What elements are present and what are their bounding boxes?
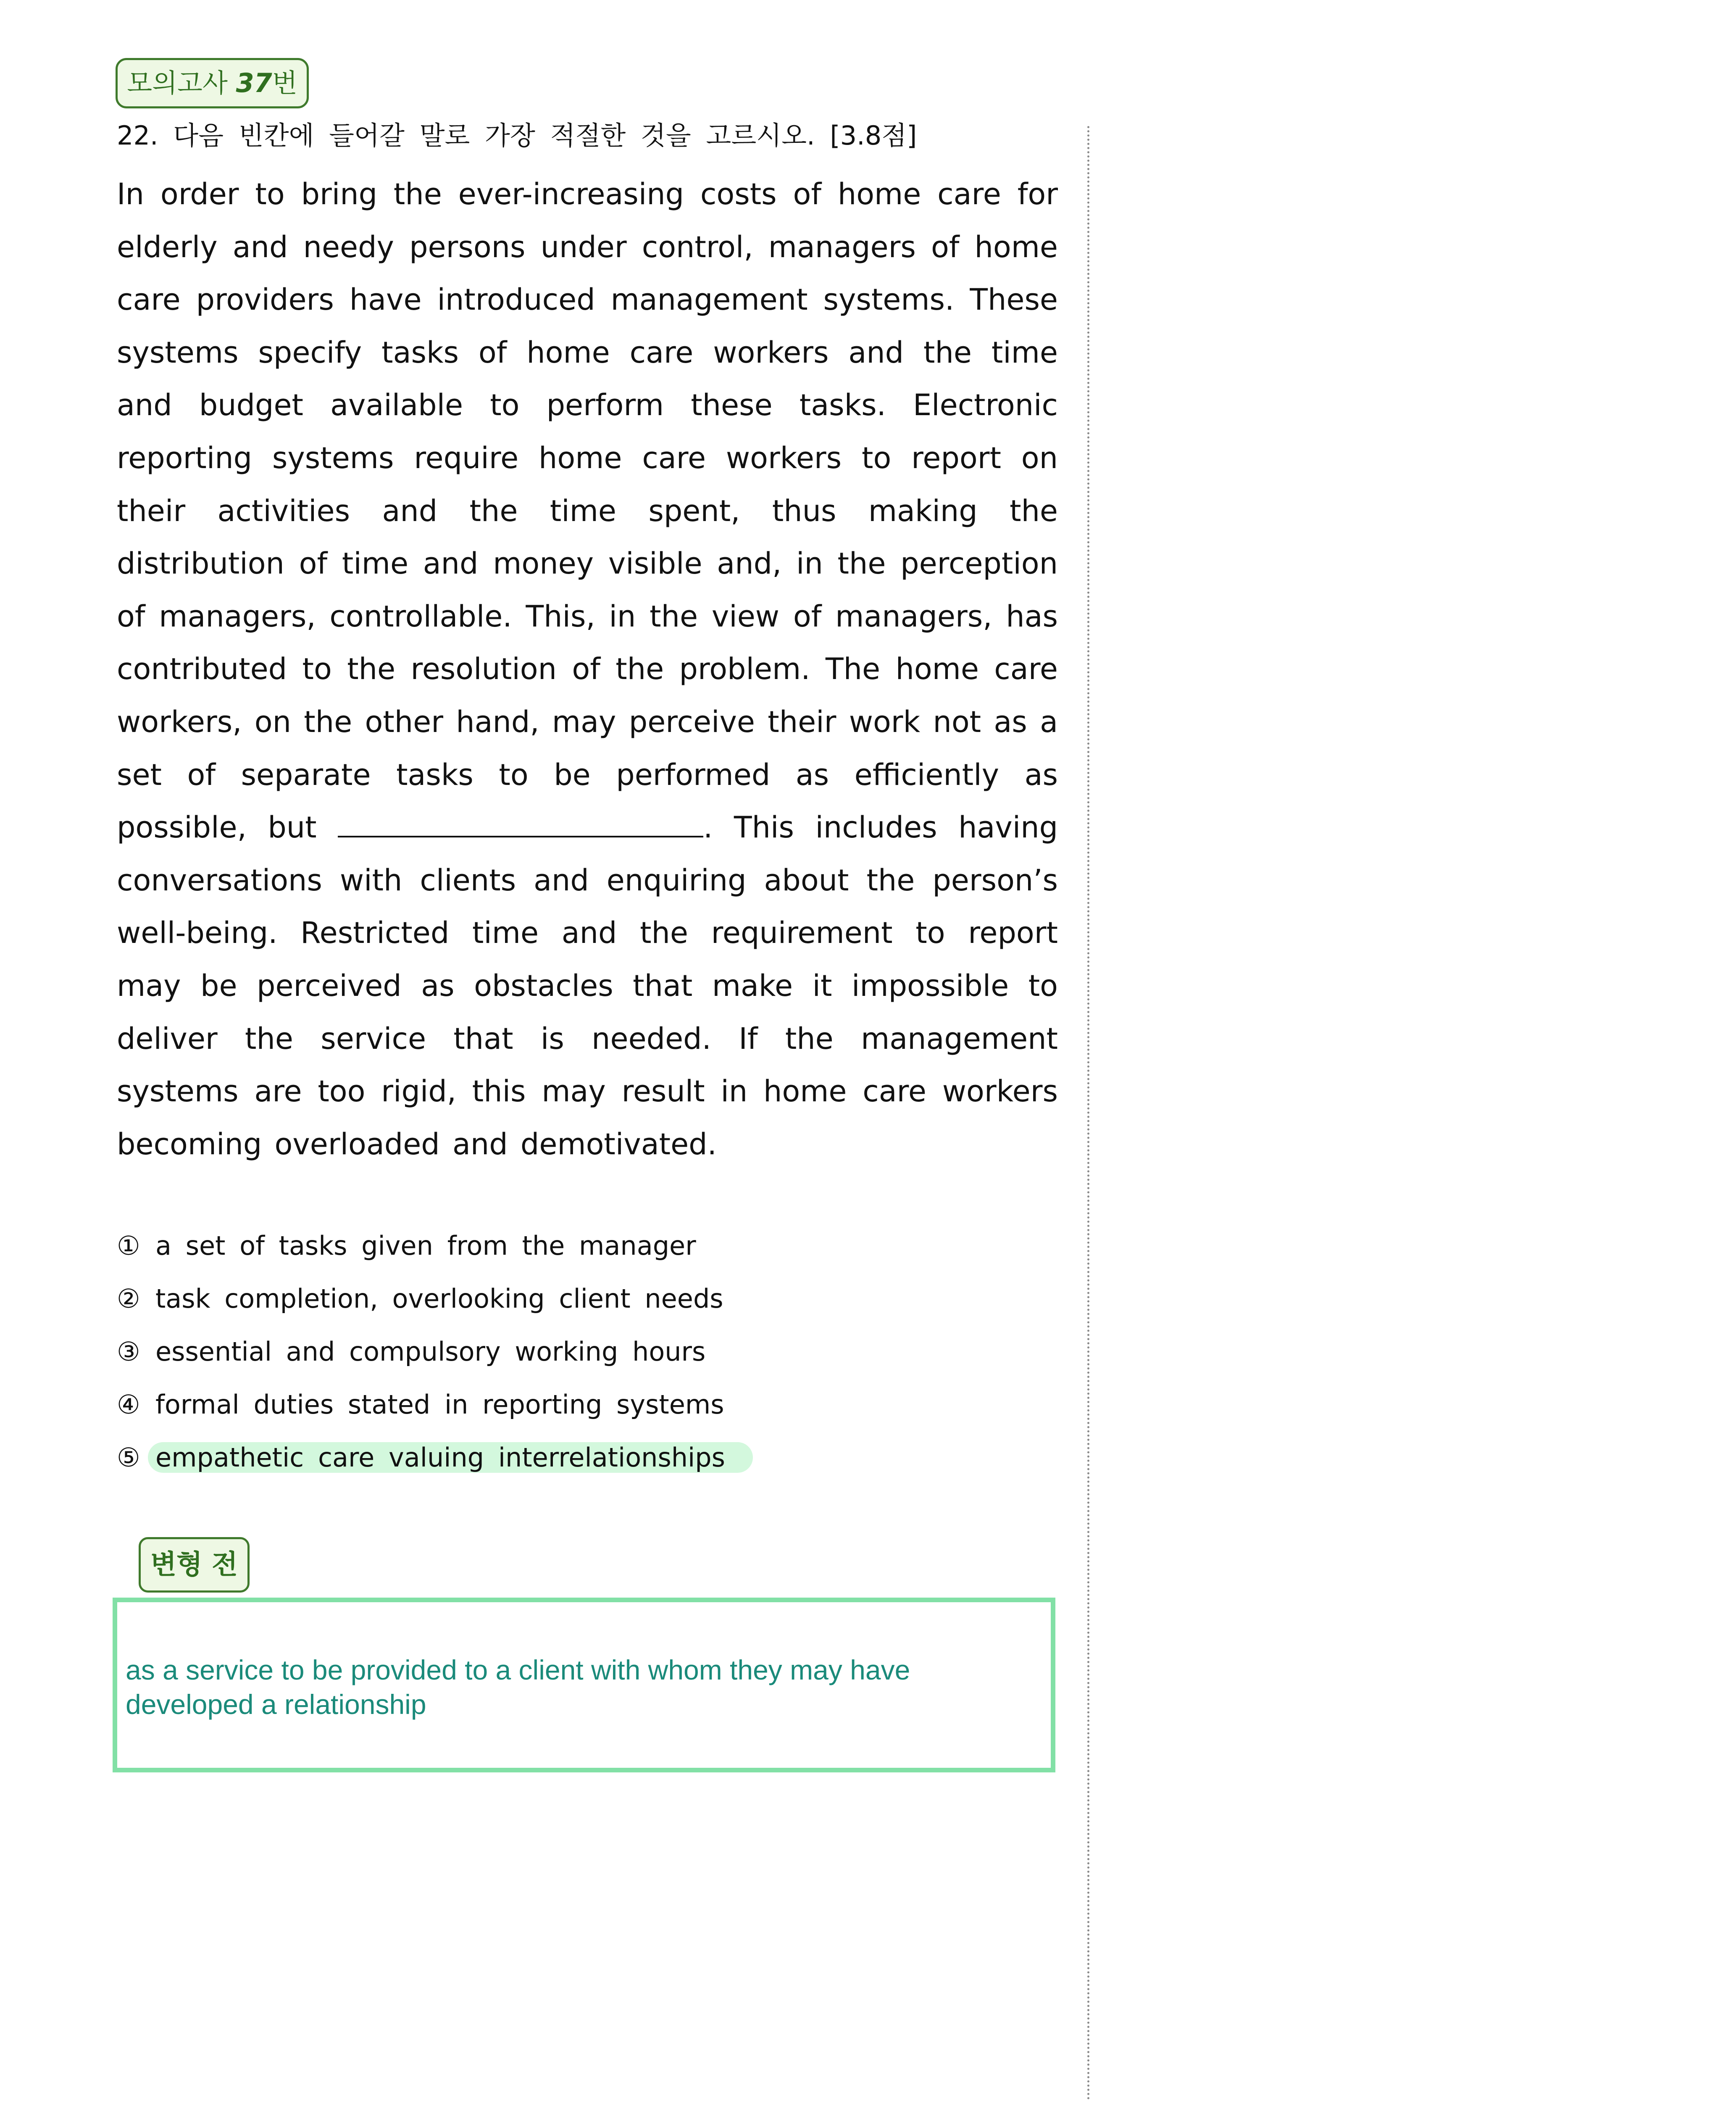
question-prompt: 22. 다음 빈칸에 들어갈 말로 가장 적절한 것을 고르시오. [3.8점] [117,120,917,151]
original-text-box [113,1598,1055,1772]
exam-source-tag [116,58,309,108]
choice-2[interactable] [117,1280,1058,1333]
choice-3-number: ③ [117,1336,140,1367]
passage [117,168,1058,1171]
choice-1-text: a set of tasks given from the manager [155,1230,696,1261]
choice-4-text: formal duties stated in reporting systems [155,1389,724,1420]
choice-4-number: ④ [117,1389,140,1420]
tag-prefix: 모의고사 [127,68,236,98]
tag-suffix: 번 [272,68,297,98]
choice-3-text: essential and compulsory working hours [155,1336,706,1367]
choice-1[interactable] [117,1227,1058,1280]
choice-4[interactable] [117,1386,1058,1439]
passage-before-blank: In order to bring the ever-increasing costs of home care for elderly and needy persons under control, managers of home care providers have introduced management systems. These systems specify tasks of home care workers and the time and budget available to perform these tasks. Electronic reporting systems require home care workers to report on their activities and the time spent, thus making the distribution of time and money visible and, in the perception of managers, controllable. This, in the view of managers, has contributed to the resolution of the problem. The home care workers, on the other hand, may perceive their work not as a set of separate tasks to be performed as efficiently as possible, but [117,177,1058,845]
choice-2-text: task completion, overlooking client needs [155,1283,723,1314]
original-text: as a service to be provided to a client with whom they may have developed a relationship [126,1654,910,1720]
column-divider [1087,126,1089,2101]
passage-after-blank: . This includes having conversations with clients and enquiring about the person’s well-being. Restricted time and the requirement to report may be perceived as obstacles that make it impossible to deliver the service that is needed. If the management systems are too rigid, this may result in home care workers becoming overloaded and demotivated. [117,810,1058,1161]
choice-5-text-highlighted: empathetic care valuing interrelationships [148,1442,753,1473]
answer-choices [117,1227,1058,1492]
choice-2-number: ② [117,1283,140,1314]
choice-1-number: ① [117,1230,140,1261]
choice-3[interactable] [117,1333,1058,1386]
choice-5-number: ⑤ [117,1442,140,1473]
original-label-tag: 변형 전 [139,1537,250,1593]
choice-5[interactable] [117,1439,1058,1492]
answer-blank [338,811,703,837]
tag-number: 37 [236,68,272,98]
